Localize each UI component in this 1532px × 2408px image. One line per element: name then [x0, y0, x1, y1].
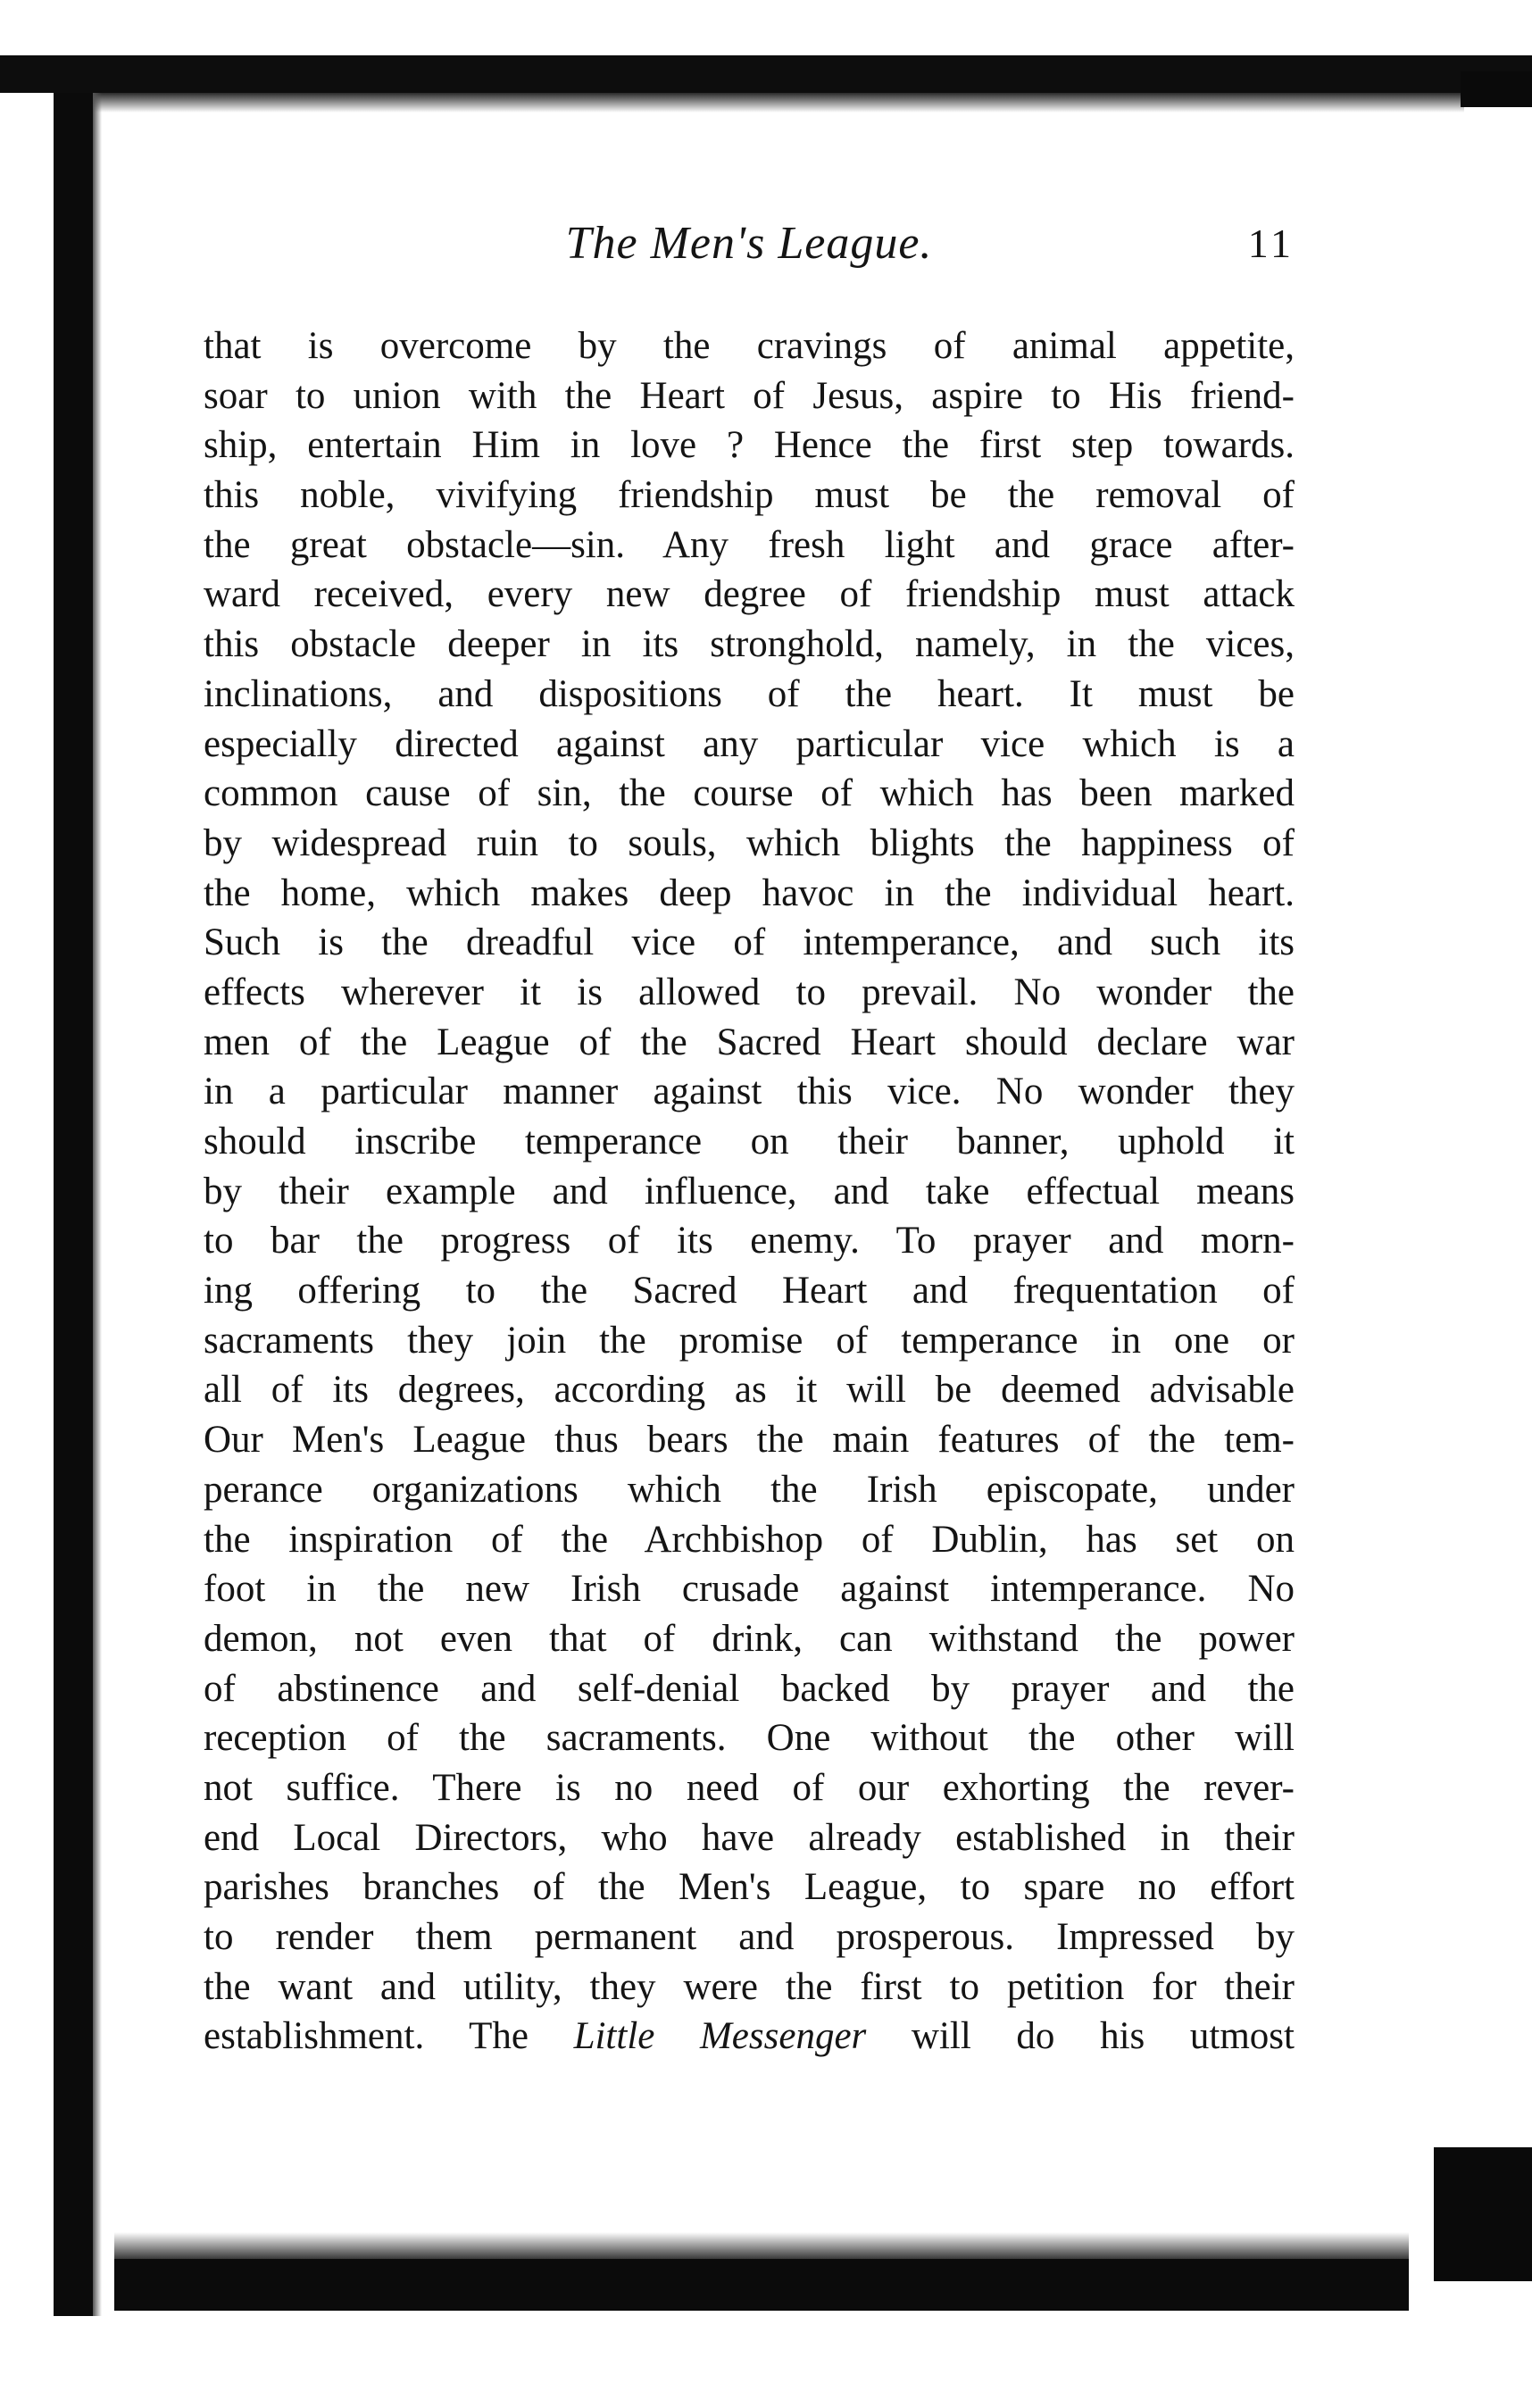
- text-line: demon, not even that of drink, can withstand the power: [204, 1617, 1295, 1660]
- text-line-last: [204, 2012, 1295, 2062]
- text-line: the great obstacle—sin. Any fresh light and grace after-: [204, 523, 1295, 566]
- text-line: common cause of sin, the course of which has been marked: [204, 772, 1295, 815]
- scan-shadow-left: [93, 93, 102, 2316]
- text-line: men of the League of the Sacred Heart should declare war: [204, 1021, 1295, 1063]
- text-line: perance organizations which the Irish episcopate, under: [204, 1468, 1295, 1511]
- text-line: foot in the new Irish crusade against intemperance. No: [204, 1568, 1295, 1611]
- body-text: [204, 321, 1295, 2062]
- text-line: ward received, every new degree of friendship must attack: [204, 573, 1295, 616]
- text-line: this obstacle deeper in its stronghold, namely, in the vices,: [204, 623, 1295, 666]
- page-number: 11: [1247, 221, 1295, 266]
- text-line: end Local Directors, who have already established in their: [204, 1816, 1295, 1859]
- text-line: sacraments they join the promise of temperance in one or: [204, 1319, 1295, 1362]
- running-title: The Men's League.: [565, 218, 933, 269]
- scan-border-top: [0, 55, 1532, 93]
- text-line: by widespread ruin to souls, which blights the happiness of: [204, 821, 1295, 864]
- scan-border-left: [54, 93, 93, 2316]
- text-line: to bar the progress of its enemy. To prayer and morn-: [204, 1220, 1295, 1262]
- scan-shadow-bottom: [114, 2232, 1409, 2259]
- text-line: soar to union with the Heart of Jesus, aspire to His friend-: [204, 374, 1295, 417]
- text-line: should inscribe temperance on their banner, uphold it: [204, 1121, 1295, 1162]
- text-line: Such is the dreadful vice of intemperance, and such its: [204, 921, 1295, 964]
- text-line: all of its degrees, according as it will be deemed advisable: [204, 1369, 1295, 1412]
- page-header: [204, 212, 1295, 275]
- scan-border-right: [1434, 2147, 1532, 2281]
- text-line: ship, entertain Him in love ? Hence the first step towards.: [204, 424, 1295, 467]
- text-run: establishment. The: [204, 2015, 574, 2058]
- text-line: effects wherever it is allowed to prevail. No wonder the: [204, 971, 1295, 1013]
- text-line: Our Men's League thus bears the main features of the tem-: [204, 1419, 1295, 1462]
- text-line: ing offering to the Sacred Heart and frequentation of: [204, 1270, 1295, 1312]
- text-run: will do his utmost: [866, 2015, 1295, 2058]
- text-line: parishes branches of the Men's League, to spare no effort: [204, 1866, 1295, 1909]
- text-line: the home, which makes deep havoc in the individual heart.: [204, 871, 1295, 914]
- text-line: inclinations, and dispositions of the heart. It must be: [204, 672, 1295, 715]
- text-line: the inspiration of the Archbishop of Dublin, has set on: [204, 1518, 1295, 1561]
- text-line: to render them permanent and prosperous. Impressed by: [204, 1916, 1295, 1958]
- text-line: of abstinence and self-denial backed by prayer and the: [204, 1667, 1295, 1710]
- scan-border-top-right: [1461, 71, 1532, 107]
- text-line: reception of the sacraments. One without the other will: [204, 1717, 1295, 1760]
- text-line: by their example and influence, and take effectual means: [204, 1170, 1295, 1212]
- scan-shadow-top: [71, 93, 1464, 112]
- text-line: especially directed against any particular vice which is a: [204, 722, 1295, 765]
- scan-border-bottom: [114, 2259, 1409, 2311]
- text-line: not suffice. There is no need of our exhorting the rever-: [204, 1766, 1295, 1809]
- italic-title: Little Messenger: [573, 2015, 867, 2058]
- text-line: this noble, vivifying friendship must be the removal of: [204, 474, 1295, 517]
- text-line: that is overcome by the cravings of animal appetite,: [204, 325, 1295, 367]
- text-line: the want and utility, they were the first to petition for their: [204, 1965, 1295, 2008]
- text-line: in a particular manner against this vice. No wonder they: [204, 1071, 1295, 1113]
